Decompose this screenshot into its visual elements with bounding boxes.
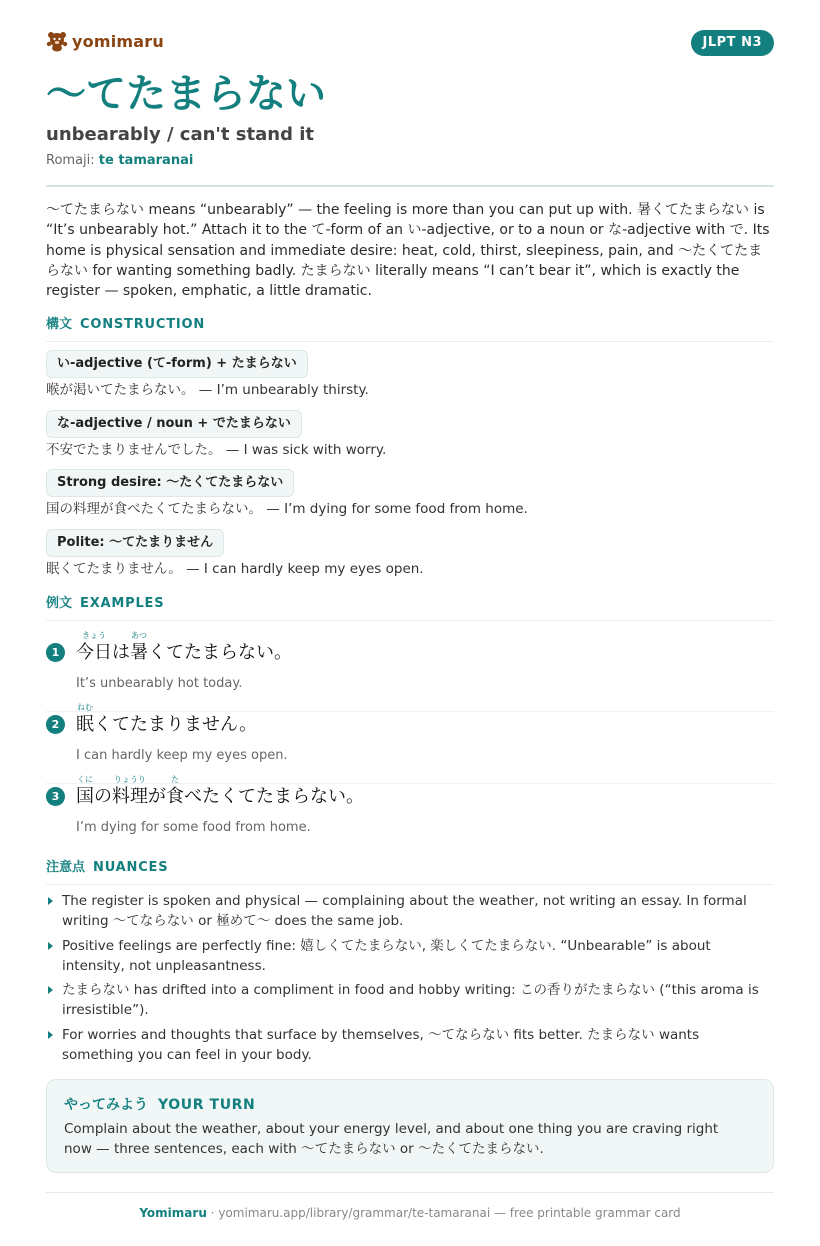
bullet-triangle-icon (48, 897, 53, 905)
kanji: 暑 (130, 642, 148, 663)
construction-example: 国の料理が食べたくてたまらない。 — I’m dying for some food from home. (46, 501, 528, 517)
grammar-title: 〜てたまらない (46, 71, 326, 117)
example-translation: I can hardly keep my eyes open. (76, 748, 288, 763)
examples-heading-jp: 例文 (46, 596, 73, 611)
example-number: 3 (46, 787, 65, 806)
romaji-value: te tamaranai (98, 153, 194, 168)
example-sentence-jp (76, 775, 364, 810)
bear-mascot-icon (46, 30, 68, 52)
example-item (46, 775, 774, 856)
construction-example: 不安でたまりませんでした。 — I was sick with worry. (46, 442, 387, 458)
grammar-card (46, 0, 774, 1246)
nuance-item (46, 892, 774, 931)
logo-text: yomimaru (72, 31, 164, 51)
kana: の (94, 786, 112, 807)
kanji: 今日 (76, 642, 112, 663)
footer (46, 1205, 774, 1221)
your-turn-heading (64, 1096, 255, 1114)
footer-divider (46, 1192, 774, 1193)
kana: べたくてたまらない。 (184, 786, 364, 807)
example-translation: I’m dying for some food from home. (76, 820, 311, 835)
example-sentence-jp (76, 631, 292, 666)
nuances-heading (46, 859, 774, 885)
your-turn-text: Complain about the weather, about your energy level, and about one thing you are craving right now — three sentences, each with 〜てたまらない or 〜たくてたまらない. (64, 1121, 719, 1157)
examples-heading (46, 595, 774, 621)
nuance-item (46, 1026, 774, 1065)
grammar-meaning: unbearably / can't stand it (46, 124, 315, 145)
nuances-heading-label: NUANCES (93, 860, 169, 875)
construction-pattern: Polite: 〜てたまりません (46, 529, 224, 557)
nuance-text: For worries and thoughts that surface by themselves, 〜てならない fits better. たまらない wants something you can feel in your body. (62, 1027, 700, 1063)
nuance-item (46, 981, 774, 1020)
bullet-triangle-icon (48, 942, 53, 950)
footer-separator: · (206, 1206, 219, 1220)
furigana: あつ (131, 631, 147, 640)
your-turn-box (46, 1079, 774, 1173)
kana: は (112, 642, 130, 663)
bullet-triangle-icon (48, 986, 53, 994)
construction-pattern: い-adjective (て-form) + たまらない (46, 350, 308, 378)
example-item (46, 703, 774, 784)
kana: が (148, 786, 166, 807)
footer-brand[interactable]: Yomimaru (139, 1206, 207, 1220)
construction-pattern: な-adjective / noun + でたまらない (46, 410, 302, 438)
construction-heading-jp: 構文 (46, 317, 73, 332)
furigana: ねむ (77, 703, 93, 712)
example-number: 1 (46, 643, 65, 662)
header (46, 30, 774, 58)
construction-pattern: Strong desire: 〜たくてたまらない (46, 469, 294, 497)
footer-url[interactable]: yomimaru.app/library/grammar/te-tamaranai — free printable grammar card (218, 1206, 681, 1220)
your-turn-heading-label: YOUR TURN (158, 1097, 256, 1113)
intro-paragraph: 〜てたまらない means “unbearably” — the feeling is more than you can put up with. 暑くてたまらない is “It’s unbearably hot.” Attach it to the て-form of an い-adjective, or to a noun or な-adjective with で. Its home is physical sensation and immediate desire: heat, cold, thirst, sleepiness, pain, and 〜たくてたまらない for wanting something badly. たまらない literally means “I can’t bear it”, which is exactly the register — spoken, emphatic, a little dramatic. (46, 202, 770, 300)
construction-example: 眠くてたまりません。 — I can hardly keep my eyes open. (46, 561, 424, 577)
furigana: た (171, 775, 179, 784)
furigana: りょうり (114, 775, 146, 784)
kana: くてたまらない。 (148, 642, 292, 663)
nuance-text: The register is spoken and physical — complaining about the weather, not writing an essay. In formal writing 〜てならない or 極めて〜 does the same job. (62, 893, 747, 929)
kanji: 眠 (76, 714, 94, 735)
construction-example: 喉が渇いてたまらない。 — I’m unbearably thirsty. (46, 382, 369, 398)
construction-heading (46, 316, 774, 342)
construction-heading-label: CONSTRUCTION (80, 317, 206, 332)
example-number: 2 (46, 715, 65, 734)
furigana: くに (77, 775, 93, 784)
romaji-label: Romaji: (46, 153, 95, 168)
nuances-heading-jp: 注意点 (46, 860, 86, 875)
nuance-text: Positive feelings are perfectly fine: 嬉しくてたまらない, 楽しくてたまらない. “Unbearable” is about intensity, not unpleasantness. (62, 938, 711, 974)
nuance-text: たまらない has drifted into a compliment in food and hobby writing: この香りがたまらない (“this aroma is irresistible”). (62, 982, 759, 1018)
kanji: 国 (76, 786, 94, 807)
romaji-line (46, 153, 193, 169)
jlpt-level-badge: JLPT N3 (691, 30, 774, 56)
furigana: きょう (82, 631, 106, 640)
divider (46, 185, 774, 187)
kanji: 料理 (112, 786, 148, 807)
kana: くてたまりません。 (94, 714, 258, 735)
kanji: 食 (166, 786, 184, 807)
examples-heading-label: EXAMPLES (80, 596, 165, 611)
example-sentence-jp (76, 703, 258, 738)
bullet-triangle-icon (48, 1031, 53, 1039)
your-turn-heading-jp: やってみよう (64, 1097, 148, 1113)
logo[interactable] (46, 30, 164, 52)
nuance-item (46, 937, 774, 976)
example-item (46, 631, 774, 712)
example-translation: It’s unbearably hot today. (76, 676, 243, 691)
